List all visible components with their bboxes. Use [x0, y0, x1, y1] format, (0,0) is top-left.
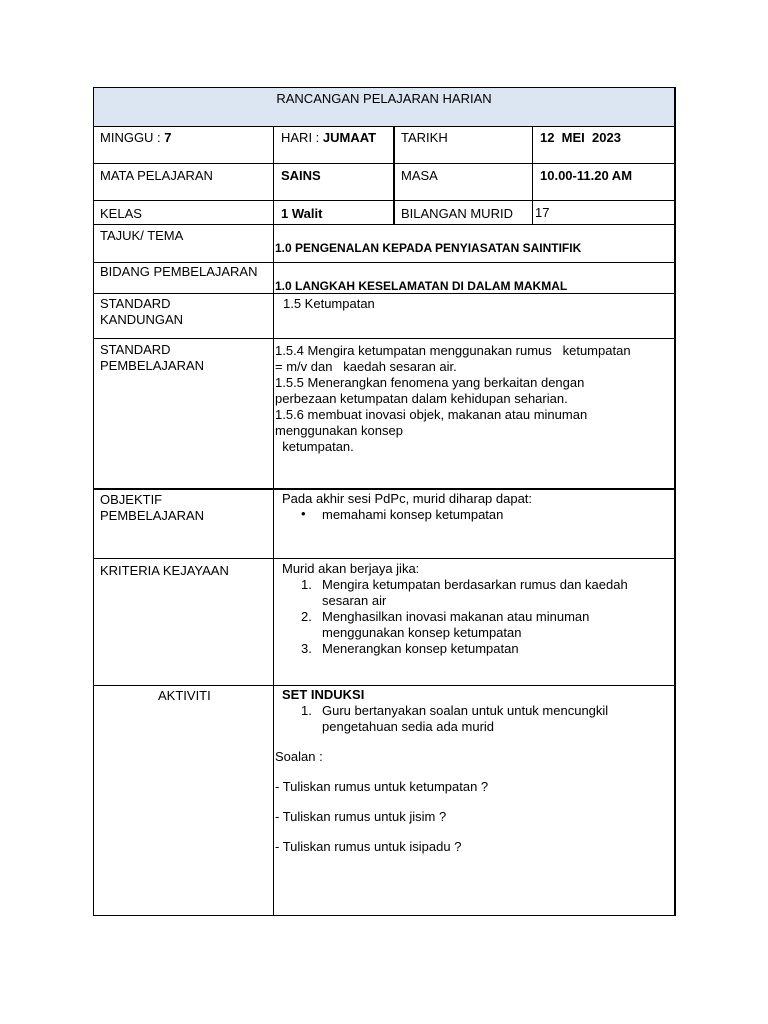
standard-kandungan-label-1: STANDARD — [100, 296, 171, 311]
bullet-icon: • — [301, 506, 306, 521]
minggu-cell — [100, 130, 172, 146]
question-3: - Tuliskan rumus untuk isipadu ? — [275, 839, 462, 854]
list-text: Guru bertanyakan soalan untuk untuk mencungkil — [322, 703, 609, 718]
minggu-label: MINGGU : — [100, 130, 165, 145]
standard-pembelajaran-label-2: PEMBELAJARAN — [100, 358, 205, 373]
sp-line: 1.5.6 membuat inovasi objek, makanan atau minuman — [275, 407, 588, 422]
soalan-label: Soalan : — [275, 749, 323, 764]
aktiviti-list — [275, 703, 673, 735]
objektif-content — [275, 491, 673, 523]
row-divider — [93, 262, 675, 263]
tajuk-label: TAJUK/ TEMA — [100, 228, 184, 243]
sp-line: ketumpatan. — [275, 439, 354, 454]
list-text: Menghasilkan inovasi makanan atau minuman — [322, 609, 590, 624]
column-divider — [273, 126, 274, 916]
table-border-right — [674, 87, 676, 916]
objektif-list — [275, 507, 673, 523]
hari-label: HARI : — [281, 130, 323, 145]
sp-line: = m/v dan kaedah sesaran air. — [275, 359, 457, 374]
aktiviti-heading: SET INDUKSI — [282, 687, 365, 702]
list-number: 3. — [301, 641, 312, 656]
aktiviti-content — [275, 687, 673, 855]
kelas-label: KELAS — [100, 206, 142, 221]
question-1: - Tuliskan rumus untuk ketumpatan ? — [275, 779, 489, 794]
kriteria-intro: Murid akan berjaya jika: — [282, 561, 420, 576]
tarikh-label: TARIKH — [401, 130, 448, 145]
bilangan-murid-label: BILANGAN MURID — [401, 206, 513, 221]
kelas-value: 1 Walit — [281, 206, 323, 221]
objektif-label — [100, 492, 204, 524]
list-number: 1. — [301, 577, 312, 592]
kriteria-content — [275, 561, 673, 657]
row-divider — [93, 558, 675, 559]
list-text: pengetahuan sedia ada murid — [322, 719, 495, 734]
objektif-label-2: PEMBELAJARAN — [100, 508, 205, 523]
mata-pelajaran-value: SAINS — [281, 168, 321, 183]
sp-line: menggunakan konsep — [275, 423, 403, 438]
list-number: 1. — [301, 703, 312, 718]
standard-pembelajaran-label — [100, 342, 204, 374]
kriteria-label: KRITERIA KEJAYAAN — [100, 563, 229, 578]
mata-pelajaran-label: MATA PELAJARAN — [100, 168, 213, 183]
masa-value: 10.00-11.20 AM — [540, 168, 633, 183]
sp-line: 1.5.5 Menerangkan fenomena yang berkaitan dengan — [275, 375, 585, 390]
list-item — [275, 641, 673, 657]
table-border-top — [93, 87, 675, 88]
page-title: RANCANGAN PELAJARAN HARIAN — [276, 91, 492, 106]
objektif-intro: Pada akhir sesi PdPc, murid diharap dapat: — [282, 491, 533, 506]
kriteria-list — [275, 577, 673, 657]
bidang-label: BIDANG PEMBELAJARAN — [100, 264, 258, 279]
list-item — [275, 507, 673, 523]
row-divider — [93, 163, 675, 164]
question-2: - Tuliskan rumus untuk jisim ? — [275, 809, 447, 824]
list-item — [275, 703, 673, 735]
tajuk-value: 1.0 PENGENALAN KEPADA PENYIASATAN SAINTIFIK — [275, 241, 582, 255]
objektif-bullet: memahami konsep ketumpatan — [322, 507, 504, 522]
standard-kandungan-label — [100, 296, 183, 328]
tarikh-value: 12 MEI 2023 — [540, 130, 621, 145]
sp-line: perbezaan ketumpatan dalam kehidupan seharian. — [275, 391, 568, 406]
row-divider — [93, 224, 675, 225]
list-text: sesaran air — [322, 593, 387, 608]
standard-pembelajaran-content — [275, 343, 673, 455]
minggu-value: 7 — [164, 130, 172, 145]
list-item — [275, 577, 673, 609]
table-border-left — [93, 87, 94, 916]
table-border-bottom — [93, 915, 675, 916]
bilangan-murid-value: 17 — [535, 205, 550, 220]
row-divider — [93, 685, 675, 686]
hari-cell — [281, 130, 376, 146]
list-text: Mengira ketumpatan berdasarkan rumus dan kaedah — [322, 577, 628, 592]
aktiviti-label: AKTIVITI — [158, 688, 211, 703]
list-text: menggunakan konsep ketumpatan — [322, 625, 522, 640]
list-item — [275, 609, 673, 641]
sp-line: 1.5.4 Mengira ketumpatan menggunakan rumus ketumpatan — [275, 343, 631, 358]
row-divider — [93, 200, 675, 201]
list-text: Menerangkan konsep ketumpatan — [322, 641, 519, 656]
row-divider — [93, 488, 675, 490]
hari-value: JUMAAT — [322, 130, 377, 145]
column-divider — [532, 126, 533, 224]
row-divider — [93, 338, 675, 339]
row-divider — [93, 126, 675, 127]
masa-label: MASA — [401, 168, 438, 183]
column-divider — [393, 126, 395, 224]
standard-pembelajaran-label-1: STANDARD — [100, 342, 171, 357]
standard-kandungan-value: 1.5 Ketumpatan — [283, 296, 375, 311]
bidang-value: 1.0 LANGKAH KESELAMATAN DI DALAM MAKMAL — [275, 279, 568, 293]
list-number: 2. — [301, 609, 312, 624]
standard-kandungan-label-2: KANDUNGAN — [100, 312, 184, 327]
objektif-label-1: OBJEKTIF — [100, 492, 163, 507]
